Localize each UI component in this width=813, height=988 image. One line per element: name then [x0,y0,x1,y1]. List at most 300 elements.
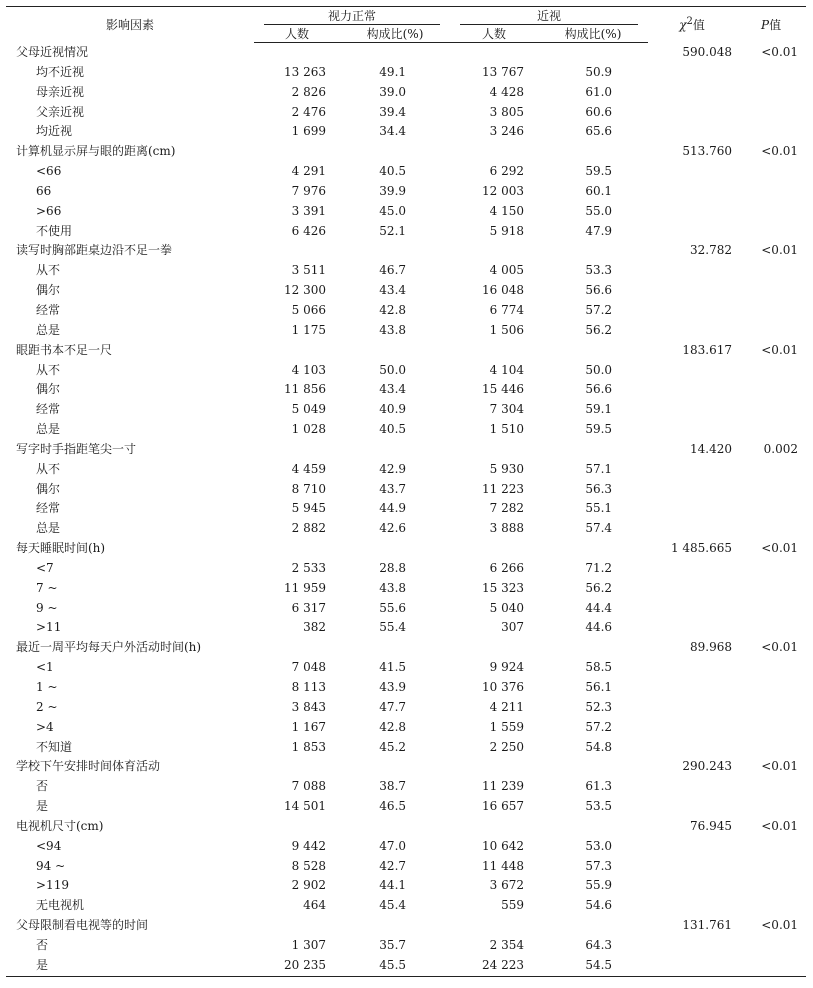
normal-count: 5 945 [291,501,326,516]
myopia-count: 11 448 [482,858,525,873]
empty-cell [648,400,736,420]
normal-count: 7 976 [291,183,326,198]
empty-cell [648,658,736,678]
empty-cell [340,440,450,460]
myopia-count: 10 376 [482,680,525,694]
empty-cell [538,241,648,261]
normal-count: 7 088 [291,779,326,794]
chi-square-value: 32.782 [690,243,733,258]
normal-count: 4 459 [291,461,326,476]
category-label: 最近一周平均每天户外活动时间(h) [16,640,202,655]
myopia-ratio: 55.1 [585,501,613,516]
normal-ratio: 43.8 [379,580,407,595]
category-row [6,638,806,658]
subcategory-label: 不知道 [36,739,73,754]
empty-cell [340,341,450,361]
normal-ratio: 44.1 [379,878,407,893]
subcategory-label: >4 [36,719,54,734]
normal-count: 6 426 [291,223,326,238]
normal-count: 5 049 [291,402,326,417]
empty-cell [648,896,736,916]
normal-ratio: 42.7 [379,858,407,873]
chi-square-value: 14.420 [690,441,733,456]
p-value: <0.01 [761,541,799,556]
myopia-count: 1 506 [489,322,525,337]
empty-cell [736,559,806,579]
table-row [6,936,806,956]
p-value: <0.01 [761,918,799,933]
normal-ratio: 47.7 [379,699,407,714]
myopia-ratio: 56.2 [585,580,613,595]
myopia-ratio: 65.6 [585,124,613,139]
myopia-ratio: 60.6 [585,104,613,119]
subcategory-label: 从不 [36,263,61,278]
subcategory-label: >66 [36,203,62,218]
category-row [6,142,806,162]
category-row [6,341,806,361]
normal-ratio: 39.9 [379,183,407,198]
subcategory-label: 7 ~ [36,580,58,595]
myopia-count: 9 924 [489,660,525,675]
myopia-ratio: 56.6 [585,382,613,397]
table-row [6,599,806,619]
normal-count: 1 699 [291,124,326,139]
empty-cell [736,718,806,738]
subcategory-label: 是 [36,799,49,814]
category-row [6,916,806,936]
chi-square-value: 290.243 [682,759,733,774]
empty-cell [736,63,806,83]
category-label: 学校下午安排时间体育活动 [16,759,161,774]
empty-cell [736,658,806,678]
subcategory-label: 不使用 [36,223,73,238]
myopia-count: 11 239 [482,779,525,794]
table-row [6,857,806,877]
table-row [6,480,806,500]
table-header [6,7,806,43]
empty-cell [648,361,736,381]
myopia-ratio: 50.9 [585,64,613,79]
normal-ratio: 40.9 [379,402,407,417]
empty-cell [736,202,806,222]
normal-ratio: 43.9 [379,680,407,694]
chi-square-value: 590.048 [682,44,733,59]
myopia-ratio: 50.0 [585,362,613,377]
normal-count: 20 235 [254,956,340,976]
myopia-ratio: 44.4 [585,600,613,615]
subcategory-label: 经常 [36,402,61,417]
empty-cell [254,757,340,777]
category-label: 计算机显示屏与眼的距离(cm) [16,144,176,159]
normal-count: 8 710 [291,481,326,496]
myopia-ratio: 57.1 [585,461,613,476]
normal-count: 2 826 [291,84,326,99]
subcategory-label: <7 [36,560,54,575]
table-row [6,579,806,599]
subcategory-label: 94 ~ [36,858,66,873]
empty-cell [648,281,736,301]
chi-square-value: 183.617 [682,342,733,357]
header-factor: 影响因素 [6,7,254,43]
myopia-count: 11 223 [482,481,525,496]
myopia-ratio: 71.2 [585,560,613,575]
empty-cell [736,579,806,599]
empty-cell [736,162,806,182]
table-row [6,400,806,420]
empty-cell [736,301,806,321]
myopia-count: 2 250 [489,739,525,754]
subcategory-label: 否 [36,937,49,952]
empty-cell [736,519,806,539]
empty-cell [648,480,736,500]
table-row [6,182,806,202]
myopia-count: 4 005 [489,263,525,278]
category-label: 读写时胸部距桌边沿不足一拳 [16,243,173,258]
normal-count: 12 300 [284,283,326,298]
myopia-count: 12 003 [482,183,525,198]
myopia-count: 1 510 [489,422,525,437]
normal-ratio: 46.5 [379,799,407,814]
header-myopia-count: 人数 [450,25,538,43]
normal-count: 1 167 [291,719,326,734]
myopia-ratio: 55.0 [585,203,613,218]
empty-cell [648,618,736,638]
normal-count: 382 [303,620,326,635]
empty-cell [254,142,340,162]
p-value: 0.002 [763,441,799,456]
category-row [6,539,806,559]
empty-cell [736,103,806,123]
empty-cell [450,916,538,936]
empty-cell [736,738,806,758]
empty-cell [736,936,806,956]
empty-cell [648,876,736,896]
header-chi-square [648,7,736,43]
myopia-ratio: 57.2 [585,302,613,317]
table-row [6,718,806,738]
myopia-ratio: 61.3 [585,779,613,794]
category-row [6,817,806,837]
myopia-count: 13 767 [482,64,525,79]
empty-cell [340,241,450,261]
normal-ratio: 42.9 [379,461,407,476]
empty-cell [450,539,538,559]
myopia-ratio: 64.3 [585,937,613,952]
subcategory-label: <66 [36,164,62,179]
myopia-ratio: 60.1 [585,183,613,198]
myopia-count: 3 672 [489,878,525,893]
chi-square-value: 1 485.665 [670,541,733,556]
table-row [6,83,806,103]
normal-ratio: 39.4 [379,104,407,119]
category-row [6,757,806,777]
myopia-ratio: 53.3 [585,263,613,278]
normal-ratio: 55.6 [379,600,407,615]
normal-count: 11 856 [284,382,326,397]
table-row [6,281,806,301]
empty-cell [736,857,806,877]
subcategory-label: <94 [36,838,62,853]
myopia-ratio: 58.5 [585,660,613,675]
empty-cell [736,678,806,698]
p-value: <0.01 [761,243,799,258]
chi-square-value: 131.761 [682,918,733,933]
table-row [6,361,806,381]
empty-cell [648,738,736,758]
normal-ratio: 34.4 [379,124,407,139]
subcategory-label: 1 ~ [36,680,58,694]
myopia-count: 559 [501,898,525,913]
myopia-ratio: 56.1 [585,680,613,694]
empty-cell [736,281,806,301]
myopia-ratio: 59.5 [585,164,613,179]
table-row [6,380,806,400]
table-body [6,43,806,977]
chi-square-value: 76.945 [690,818,733,833]
subcategory-label: <1 [36,660,54,675]
table-row [6,618,806,638]
myopia-count: 5 930 [489,461,525,476]
table-row [6,797,806,817]
subcategory-label: 总是 [36,422,61,437]
myopia-ratio: 54.5 [538,956,648,976]
category-label: 父母近视情况 [16,44,89,59]
empty-cell [736,460,806,480]
myopia-ratio: 52.3 [585,699,613,714]
myopia-ratio: 59.5 [585,422,613,437]
empty-cell [450,757,538,777]
empty-cell [736,499,806,519]
empty-cell [450,341,538,361]
empty-cell [648,837,736,857]
empty-cell [648,83,736,103]
subcategory-label: 偶尔 [36,283,61,298]
myopia-ratio: 54.6 [585,898,613,913]
normal-ratio: 39.0 [379,84,407,99]
myopia-ratio: 53.5 [585,799,613,814]
subcategory-label: 66 [36,183,52,198]
myopia-ratio: 56.3 [585,481,613,496]
category-label: 电视机尺寸(cm) [16,818,104,833]
empty-cell [736,380,806,400]
normal-count: 4 291 [291,164,326,179]
category-row [6,440,806,460]
empty-cell [538,341,648,361]
chi-superscript: 2 [686,16,693,28]
normal-count: 4 103 [291,362,326,377]
normal-ratio: 42.8 [379,719,407,734]
p-value: <0.01 [761,640,799,655]
myopia-count: 4 211 [489,699,525,714]
empty-cell [648,956,736,976]
subcategory-label: 9 ~ [36,600,58,615]
table-row [6,162,806,182]
normal-count: 8 113 [291,680,326,694]
empty-cell [736,400,806,420]
empty-cell [648,63,736,83]
empty-cell [340,757,450,777]
empty-cell [648,857,736,877]
empty-cell [736,698,806,718]
myopia-count: 3 805 [489,104,525,119]
table-row [6,301,806,321]
empty-cell [340,916,450,936]
normal-ratio: 40.5 [379,164,407,179]
myopia-count: 4 104 [489,362,525,377]
myopia-ratio: 55.9 [585,878,613,893]
myopia-count: 10 642 [482,838,525,853]
empty-cell [254,43,340,63]
table-row [6,658,806,678]
normal-ratio: 38.7 [379,779,407,794]
empty-cell [736,876,806,896]
empty-cell [648,499,736,519]
empty-cell [736,122,806,142]
normal-count: 1 307 [291,937,326,952]
category-row [6,43,806,63]
chi-symbol: χ [679,18,687,33]
p-symbol: P [760,18,770,33]
table-row [6,499,806,519]
empty-cell [648,678,736,698]
myopia-ratio: 57.3 [585,858,613,873]
myopia-count: 4 150 [489,203,525,218]
empty-cell [648,103,736,123]
normal-ratio: 45.0 [379,203,407,218]
table-row [6,698,806,718]
empty-cell [538,757,648,777]
subcategory-label: 经常 [36,501,61,516]
empty-cell [450,241,538,261]
header-p-value [736,7,806,43]
subcategory-label: 父亲近视 [36,104,85,119]
empty-cell [538,817,648,837]
table-row [6,460,806,480]
empty-cell [538,440,648,460]
myopia-ratio: 61.0 [585,84,613,99]
empty-cell [736,321,806,341]
empty-cell [736,599,806,619]
normal-ratio: 55.4 [379,620,407,635]
empty-cell [736,261,806,281]
normal-count: 2 476 [291,104,326,119]
empty-cell [648,559,736,579]
myopia-ratio: 54.8 [585,739,613,754]
myopia-count: 5 918 [489,223,525,238]
chi-square-value: 513.760 [682,144,733,159]
empty-cell [648,122,736,142]
normal-count: 2 902 [291,878,326,893]
empty-cell [254,241,340,261]
empty-cell [340,539,450,559]
empty-cell [648,202,736,222]
empty-cell [450,43,538,63]
normal-ratio: 45.2 [379,739,407,754]
normal-count: 2 533 [291,560,326,575]
normal-ratio: 45.4 [379,898,407,913]
normal-ratio: 45.5 [340,956,450,976]
normal-ratio: 49.1 [379,64,407,79]
factor-table [6,6,806,977]
myopia-count: 16 048 [482,283,525,298]
empty-cell [648,519,736,539]
empty-cell [648,380,736,400]
table-row [6,202,806,222]
table-row [6,222,806,242]
empty-cell [648,777,736,797]
header-group-myopia-label: 近视 [460,9,638,25]
normal-ratio: 47.0 [379,838,407,853]
empty-cell [736,420,806,440]
empty-cell [450,638,538,658]
header-group-normal [254,7,450,26]
myopia-count: 3 888 [489,521,525,536]
empty-cell [538,142,648,162]
myopia-ratio: 57.2 [585,719,613,734]
normal-count: 9 442 [291,838,326,853]
empty-cell [648,797,736,817]
normal-count: 8 528 [291,858,326,873]
empty-cell [736,182,806,202]
normal-count: 1 853 [291,739,326,754]
subcategory-label: >119 [36,878,69,893]
normal-count: 11 959 [284,580,326,595]
empty-cell [340,142,450,162]
empty-cell [648,698,736,718]
empty-cell [736,222,806,242]
table-row [6,777,806,797]
empty-cell [736,83,806,103]
myopia-count: 4 428 [489,84,525,99]
empty-cell [450,142,538,162]
empty-cell [648,936,736,956]
chi-suffix: 值 [692,18,705,33]
empty-cell [736,837,806,857]
empty-cell [450,440,538,460]
empty-cell [736,777,806,797]
category-row [6,241,806,261]
normal-count: 1 028 [291,422,326,437]
empty-cell [254,638,340,658]
myopia-count: 6 266 [489,560,525,575]
normal-count: 3 391 [291,203,326,218]
normal-ratio: 42.6 [379,521,407,536]
table-row [6,420,806,440]
empty-cell [736,797,806,817]
category-label: 父母限制看电视等的时间 [16,918,149,933]
myopia-count: 1 559 [489,719,525,734]
empty-cell [648,162,736,182]
table-row [6,738,806,758]
empty-cell [648,579,736,599]
table-row [6,837,806,857]
subcategory-label: 均不近视 [36,64,85,79]
table-row [6,519,806,539]
normal-ratio: 44.9 [379,501,407,516]
myopia-count: 6 292 [489,164,525,179]
table-row [6,321,806,341]
subcategory-label: 否 [36,779,49,794]
myopia-ratio: 44.6 [585,620,613,635]
myopia-count: 5 040 [489,600,525,615]
normal-count: 2 882 [291,521,326,536]
empty-cell [340,43,450,63]
p-value: <0.01 [761,818,799,833]
p-value: <0.01 [761,144,799,159]
subcategory-label: 母亲近视 [36,84,85,99]
empty-cell [648,182,736,202]
category-label: 写字时手指距笔尖一寸 [16,441,137,456]
